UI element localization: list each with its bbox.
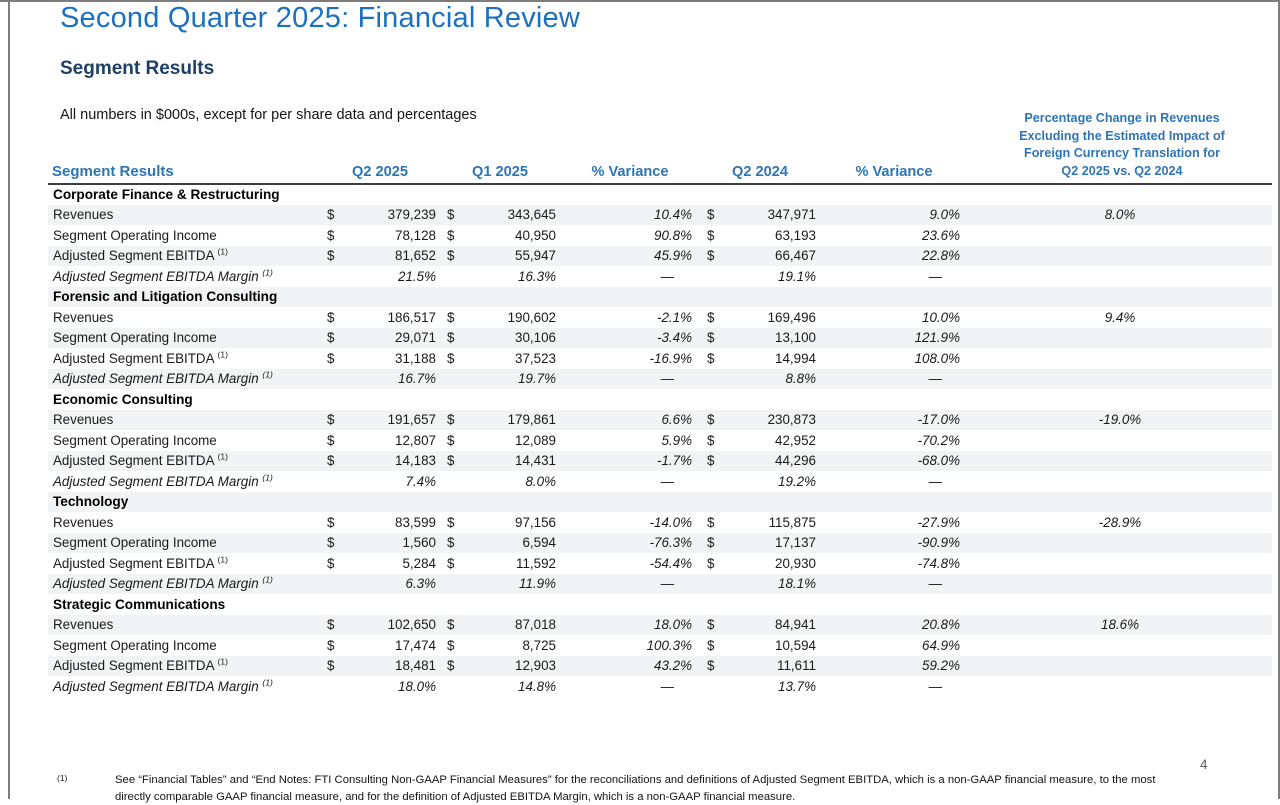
metric-row — [48, 656, 1272, 677]
q2-2024-value: 44,296 — [724, 451, 820, 472]
currency-symbol: $ — [327, 637, 335, 653]
metric-label: Segment Operating Income — [53, 432, 217, 448]
footnote-ref: (1) — [262, 369, 273, 380]
footnote-ref: (1) — [217, 349, 228, 360]
segment-name: Corporate Finance & Restructuring — [53, 187, 280, 203]
q1-2025-value: 11,592 — [516, 555, 556, 571]
variance-vs-q1-value: 43.2% — [560, 656, 700, 677]
currency-symbol: $ — [447, 350, 455, 366]
q2-2025-value: 1,560 — [344, 533, 440, 554]
q1-2025-value: 8.0% — [525, 473, 556, 489]
q2-2025-value: 17,474 — [395, 637, 436, 653]
segment-name: Strategic Communications — [53, 596, 226, 612]
col-header-q2-2024: Q2 2024 — [700, 161, 820, 184]
footnote-ref: (1) — [217, 656, 228, 667]
q1-2025-value: 179,861 — [464, 410, 560, 431]
fx-change-value: 9.4% — [1104, 309, 1136, 325]
currency-symbol: $ — [440, 615, 464, 636]
fx-change-value — [968, 369, 1272, 390]
variance-vs-q2-2024-value: — — [928, 678, 942, 694]
metric-row — [48, 676, 1272, 697]
currency-symbol: $ — [707, 350, 715, 366]
q2-2024-value: 19.1% — [778, 268, 816, 284]
variance-vs-q1-value: — — [660, 268, 674, 284]
currency-symbol — [440, 574, 464, 595]
currency-symbol — [700, 266, 724, 287]
page-number: 4 — [1200, 757, 1208, 772]
q2-2025-value: 5,284 — [402, 555, 436, 571]
currency-symbol — [440, 266, 464, 287]
variance-vs-q2-2024-value: — — [820, 369, 968, 390]
q1-2025-value: 30,106 — [464, 328, 560, 349]
q1-2025-value: 6,594 — [464, 533, 560, 554]
fx-header-line-3: Foreign Currency Translation for — [1024, 146, 1220, 160]
currency-symbol: $ — [700, 533, 724, 554]
q2-2024-value: 84,941 — [724, 615, 820, 636]
q2-2025-value: 14,183 — [344, 451, 440, 472]
fx-change-value — [968, 430, 1272, 451]
metric-row — [48, 553, 1272, 574]
fx-header-line-4: Q2 2025 vs. Q2 2024 — [1061, 163, 1183, 178]
col-header-fx-spacer — [968, 161, 1272, 184]
fx-change-value — [968, 635, 1272, 656]
metric-row — [48, 410, 1272, 431]
currency-symbol: $ — [700, 656, 724, 677]
slide-title: Second Quarter 2025: Financial Review — [60, 2, 581, 34]
variance-vs-q1-value: -14.0% — [649, 514, 692, 530]
footnote-ref: (1) — [262, 472, 273, 483]
q2-2025-value: 78,128 — [395, 227, 436, 243]
currency-symbol — [320, 369, 344, 390]
footnote-ref: (1) — [262, 574, 273, 585]
q2-2025-value: 186,517 — [387, 309, 436, 325]
fx-change-value — [968, 266, 1272, 287]
segment-header-row — [48, 184, 1272, 205]
metric-row — [48, 225, 1272, 246]
q2-2024-value: 13.7% — [778, 678, 816, 694]
metric-label: Adjusted Segment EBITDA $^{(1)}$ — [48, 246, 320, 267]
units-note: All numbers in $000s, except for per share data and percentages — [60, 107, 477, 123]
metric-label: Adjusted Segment EBITDA Margin $^{(1)}$ — [48, 574, 320, 595]
variance-vs-q1-value: -2.1% — [657, 309, 692, 325]
segment-header-row — [48, 492, 1272, 513]
segment-header-row — [48, 287, 1272, 308]
metric-row — [48, 266, 1272, 287]
metric-label: Adjusted Segment EBITDA $^{(1)}$ — [48, 656, 320, 677]
footnote-ref: (1) — [262, 677, 273, 688]
currency-symbol — [440, 369, 464, 390]
variance-vs-q2-2024-value: 9.0% — [820, 205, 968, 226]
currency-symbol: $ — [320, 533, 344, 554]
q2-2024-value: 20,930 — [775, 555, 816, 571]
variance-vs-q1-value: -1.7% — [560, 451, 700, 472]
slide-border-left — [8, 0, 10, 799]
q1-2025-value: 37,523 — [515, 350, 556, 366]
variance-vs-q1-value: -16.9% — [649, 350, 692, 366]
fx-header-line-1: Percentage Change in Revenues — [1024, 111, 1220, 125]
currency-symbol: $ — [320, 328, 344, 349]
currency-symbol: $ — [327, 350, 335, 366]
metric-label: Segment Operating Income — [48, 533, 320, 554]
q2-2024-value: 169,496 — [767, 309, 816, 325]
q2-2025-value: 21.5% — [398, 268, 436, 284]
variance-vs-q2-2024-value: 121.9% — [820, 328, 968, 349]
segment-name: Forensic and Litigation Consulting — [48, 287, 1272, 308]
q1-2025-value: 8,725 — [522, 637, 556, 653]
currency-symbol — [700, 471, 724, 492]
variance-vs-q2-2024-value: -74.8% — [917, 555, 960, 571]
fx-change-value — [968, 225, 1272, 246]
currency-symbol: $ — [320, 615, 344, 636]
metric-row — [48, 369, 1272, 390]
q2-2024-value: 66,467 — [724, 246, 820, 267]
q2-2024-value: 230,873 — [724, 410, 820, 431]
currency-symbol: $ — [700, 410, 724, 431]
variance-vs-q1-value: 10.4% — [560, 205, 700, 226]
segment-table-body — [48, 184, 1272, 697]
q2-2025-value: 31,188 — [395, 350, 436, 366]
metric-row — [48, 205, 1272, 226]
q1-2025-value: 19.7% — [464, 369, 560, 390]
currency-symbol: $ — [447, 227, 455, 243]
footnote-marker: (1) — [57, 773, 68, 783]
metric-label: Segment Operating Income — [53, 227, 217, 243]
currency-symbol: $ — [320, 205, 344, 226]
metric-label: Segment Operating Income — [53, 637, 217, 653]
q2-2025-value: 16.7% — [344, 369, 440, 390]
variance-vs-q1-value: 45.9% — [560, 246, 700, 267]
footnote — [57, 772, 1172, 805]
fx-change-value — [968, 328, 1272, 349]
q1-2025-value: 14,431 — [464, 451, 560, 472]
variance-vs-q2-2024-value: -70.2% — [917, 432, 960, 448]
fx-change-value: -28.9% — [1098, 514, 1142, 530]
variance-vs-q1-value: 6.6% — [560, 410, 700, 431]
metric-label: Adjusted Segment EBITDA Margin $^{(1)}$ — [53, 267, 273, 284]
fx-change-value — [968, 676, 1272, 697]
variance-vs-q1-value: — — [560, 574, 700, 595]
col-header-variance-vs-q2-2024: % Variance — [820, 161, 968, 184]
currency-symbol — [700, 676, 724, 697]
variance-vs-q2-2024-value: 23.6% — [922, 227, 960, 243]
q2-2024-value: 115,875 — [768, 514, 816, 530]
currency-symbol: $ — [440, 246, 464, 267]
q2-2024-value: 13,100 — [724, 328, 820, 349]
q2-2024-value: 63,193 — [775, 227, 816, 243]
q2-2025-value: 29,071 — [344, 328, 440, 349]
variance-vs-q1-value: — — [660, 473, 674, 489]
q1-2025-value: 190,602 — [507, 309, 556, 325]
metric-label: Adjusted Segment EBITDA $^{(1)}$ — [53, 349, 228, 366]
currency-symbol: $ — [440, 533, 464, 554]
q2-2024-value: 8.8% — [724, 369, 820, 390]
currency-symbol — [700, 369, 724, 390]
currency-symbol: $ — [320, 246, 344, 267]
fx-change-value — [968, 451, 1272, 472]
currency-symbol: $ — [327, 555, 335, 571]
variance-vs-q2-2024-value: — — [928, 473, 942, 489]
footnote-ref: (1) — [217, 246, 228, 257]
metric-row — [48, 451, 1272, 472]
variance-vs-q2-2024-value: 10.0% — [922, 309, 960, 325]
variance-vs-q1-value: 90.8% — [654, 227, 692, 243]
variance-vs-q1-value: -54.4% — [649, 555, 692, 571]
metric-row — [48, 430, 1272, 451]
currency-symbol: $ — [327, 227, 335, 243]
segment-name: Economic Consulting — [53, 391, 193, 407]
q2-2025-value: 7.4% — [405, 473, 436, 489]
currency-symbol: $ — [707, 514, 715, 530]
q2-2024-value: 11,611 — [724, 656, 820, 677]
variance-vs-q2-2024-value: 20.8% — [820, 615, 968, 636]
segment-name: Technology — [48, 492, 1272, 513]
col-header-q1-2025: Q1 2025 — [440, 161, 560, 184]
variance-vs-q1-value: -3.4% — [560, 328, 700, 349]
fx-change-value: -19.0% — [968, 410, 1272, 431]
metric-label: Revenues — [48, 410, 320, 431]
currency-symbol: $ — [447, 309, 455, 325]
currency-symbol: $ — [440, 328, 464, 349]
metric-row — [48, 246, 1272, 267]
currency-symbol: $ — [700, 246, 724, 267]
variance-vs-q1-value: 5.9% — [661, 432, 692, 448]
segment-header-row — [48, 594, 1272, 615]
col-header-variance-vs-q1: % Variance — [560, 161, 700, 184]
fx-change-value — [968, 656, 1272, 677]
variance-vs-q2-2024-value: 22.8% — [820, 246, 968, 267]
variance-vs-q2-2024-value: -90.9% — [820, 533, 968, 554]
currency-symbol: $ — [440, 451, 464, 472]
currency-symbol: $ — [447, 555, 455, 571]
q2-2025-value: 379,239 — [344, 205, 440, 226]
metric-label: Adjusted Segment EBITDA Margin $^{(1)}$ — [53, 472, 273, 489]
q2-2025-value: 81,652 — [344, 246, 440, 267]
currency-symbol: $ — [447, 432, 455, 448]
variance-vs-q2-2024-value: -27.9% — [917, 514, 960, 530]
q1-2025-value: 12,903 — [464, 656, 560, 677]
currency-symbol: $ — [327, 309, 335, 325]
currency-symbol: $ — [707, 309, 715, 325]
variance-vs-q1-value: -76.3% — [560, 533, 700, 554]
variance-vs-q2-2024-value: — — [928, 268, 942, 284]
metric-row — [48, 635, 1272, 656]
q2-2024-value: 17,137 — [724, 533, 820, 554]
metric-label: Adjusted Segment EBITDA Margin $^{(1)}$ — [53, 677, 273, 694]
currency-symbol — [440, 471, 464, 492]
q1-2025-value: 14.8% — [518, 678, 556, 694]
currency-symbol: $ — [707, 227, 715, 243]
slide-subtitle: Segment Results — [60, 58, 215, 79]
q2-2024-value: 347,971 — [724, 205, 820, 226]
q1-2025-value: 16.3% — [518, 268, 556, 284]
q2-2025-value: 191,657 — [344, 410, 440, 431]
currency-symbol: $ — [320, 656, 344, 677]
currency-symbol: $ — [440, 410, 464, 431]
metric-label: Revenues — [53, 309, 114, 325]
metric-row — [48, 533, 1272, 554]
currency-symbol: $ — [700, 451, 724, 472]
metric-label: Revenues — [48, 205, 320, 226]
q1-2025-value: 343,645 — [464, 205, 560, 226]
fx-header-line-2: Excluding the Estimated Impact of — [1019, 128, 1225, 143]
currency-symbol: $ — [707, 555, 715, 571]
footnote-ref: (1) — [262, 267, 273, 278]
metric-row — [48, 471, 1272, 492]
q2-2025-value: 18.0% — [398, 678, 436, 694]
q1-2025-value: 97,156 — [515, 514, 556, 530]
variance-vs-q1-value: — — [660, 678, 674, 694]
segment-results-table — [48, 161, 1272, 697]
footnote-ref: (1) — [217, 451, 228, 462]
metric-row — [48, 328, 1272, 349]
q1-2025-value: 87,018 — [464, 615, 560, 636]
q2-2025-value: 102,650 — [344, 615, 440, 636]
table-header-row — [48, 161, 1272, 184]
metric-label: Adjusted Segment EBITDA $^{(1)}$ — [48, 451, 320, 472]
q2-2025-value: 83,599 — [395, 514, 436, 530]
currency-symbol — [320, 574, 344, 595]
fx-change-value — [968, 574, 1272, 595]
variance-vs-q2-2024-value: -68.0% — [820, 451, 968, 472]
currency-symbol — [320, 471, 344, 492]
currency-symbol: $ — [327, 432, 335, 448]
variance-vs-q2-2024-value: 108.0% — [914, 350, 960, 366]
variance-vs-q2-2024-value: 64.9% — [922, 637, 960, 653]
currency-symbol: $ — [440, 656, 464, 677]
q2-2024-value: 14,994 — [775, 350, 816, 366]
metric-row — [48, 512, 1272, 533]
fx-change-value — [968, 246, 1272, 267]
currency-symbol: $ — [440, 205, 464, 226]
currency-symbol: $ — [700, 205, 724, 226]
metric-row — [48, 574, 1272, 595]
fx-change-value — [968, 348, 1272, 369]
currency-symbol: $ — [327, 514, 335, 530]
metric-label: Revenues — [48, 615, 320, 636]
q2-2025-value: 18,481 — [344, 656, 440, 677]
metric-label: Adjusted Segment EBITDA Margin $^{(1)}$ — [48, 369, 320, 390]
fx-change-value: 8.0% — [968, 205, 1272, 226]
currency-symbol: $ — [320, 410, 344, 431]
q1-2025-value: 11.9% — [464, 574, 560, 595]
col-header-q2-2025: Q2 2025 — [320, 161, 440, 184]
footnote-text: See “Financial Tables” and “End Notes: FTI Consulting Non-GAAP Financial Measures” for the reconciliations and definitions of Adjusted Segment EBITDA, which is a non-GAAP financial measure, to the most directly comparable GAAP financial measure, and for the definition of Adjusted EBITDA Margin, which is a non-GAAP financial measure. — [115, 774, 1156, 803]
fx-change-value — [968, 533, 1272, 554]
segment-header-row — [48, 389, 1272, 410]
q2-2024-value: 10,594 — [775, 637, 816, 653]
currency-symbol: $ — [700, 615, 724, 636]
variance-vs-q2-2024-value: — — [820, 574, 968, 595]
currency-symbol: $ — [700, 328, 724, 349]
q2-2024-value: 18.1% — [724, 574, 820, 595]
currency-symbol: $ — [707, 637, 715, 653]
currency-symbol — [440, 676, 464, 697]
col-header-segment-results: Segment Results — [48, 161, 320, 184]
metric-row — [48, 615, 1272, 636]
q1-2025-value: 40,950 — [515, 227, 556, 243]
metric-label: Revenues — [53, 514, 114, 530]
footnote-ref: (1) — [217, 554, 228, 565]
q2-2024-value: 19.2% — [778, 473, 816, 489]
currency-symbol — [320, 676, 344, 697]
fx-change-value: 18.6% — [968, 615, 1272, 636]
currency-symbol: $ — [320, 451, 344, 472]
q1-2025-value: 55,947 — [464, 246, 560, 267]
q1-2025-value: 12,089 — [515, 432, 556, 448]
variance-vs-q1-value: — — [560, 369, 700, 390]
metric-label: Adjusted Segment EBITDA $^{(1)}$ — [53, 554, 228, 571]
variance-vs-q2-2024-value: -17.0% — [820, 410, 968, 431]
currency-symbol: $ — [707, 432, 715, 448]
variance-vs-q1-value: 18.0% — [560, 615, 700, 636]
metric-label: Segment Operating Income — [48, 328, 320, 349]
currency-symbol — [700, 574, 724, 595]
q2-2025-value: 6.3% — [344, 574, 440, 595]
metric-row — [48, 348, 1272, 369]
currency-symbol — [320, 266, 344, 287]
fx-change-value — [968, 471, 1272, 492]
metric-row — [48, 307, 1272, 328]
q2-2025-value: 12,807 — [395, 432, 436, 448]
q2-2024-value: 42,952 — [775, 432, 816, 448]
variance-vs-q2-2024-value: 59.2% — [820, 656, 968, 677]
variance-vs-q1-value: 100.3% — [646, 637, 692, 653]
currency-symbol: $ — [447, 514, 455, 530]
fx-change-value — [968, 553, 1272, 574]
currency-symbol: $ — [447, 637, 455, 653]
